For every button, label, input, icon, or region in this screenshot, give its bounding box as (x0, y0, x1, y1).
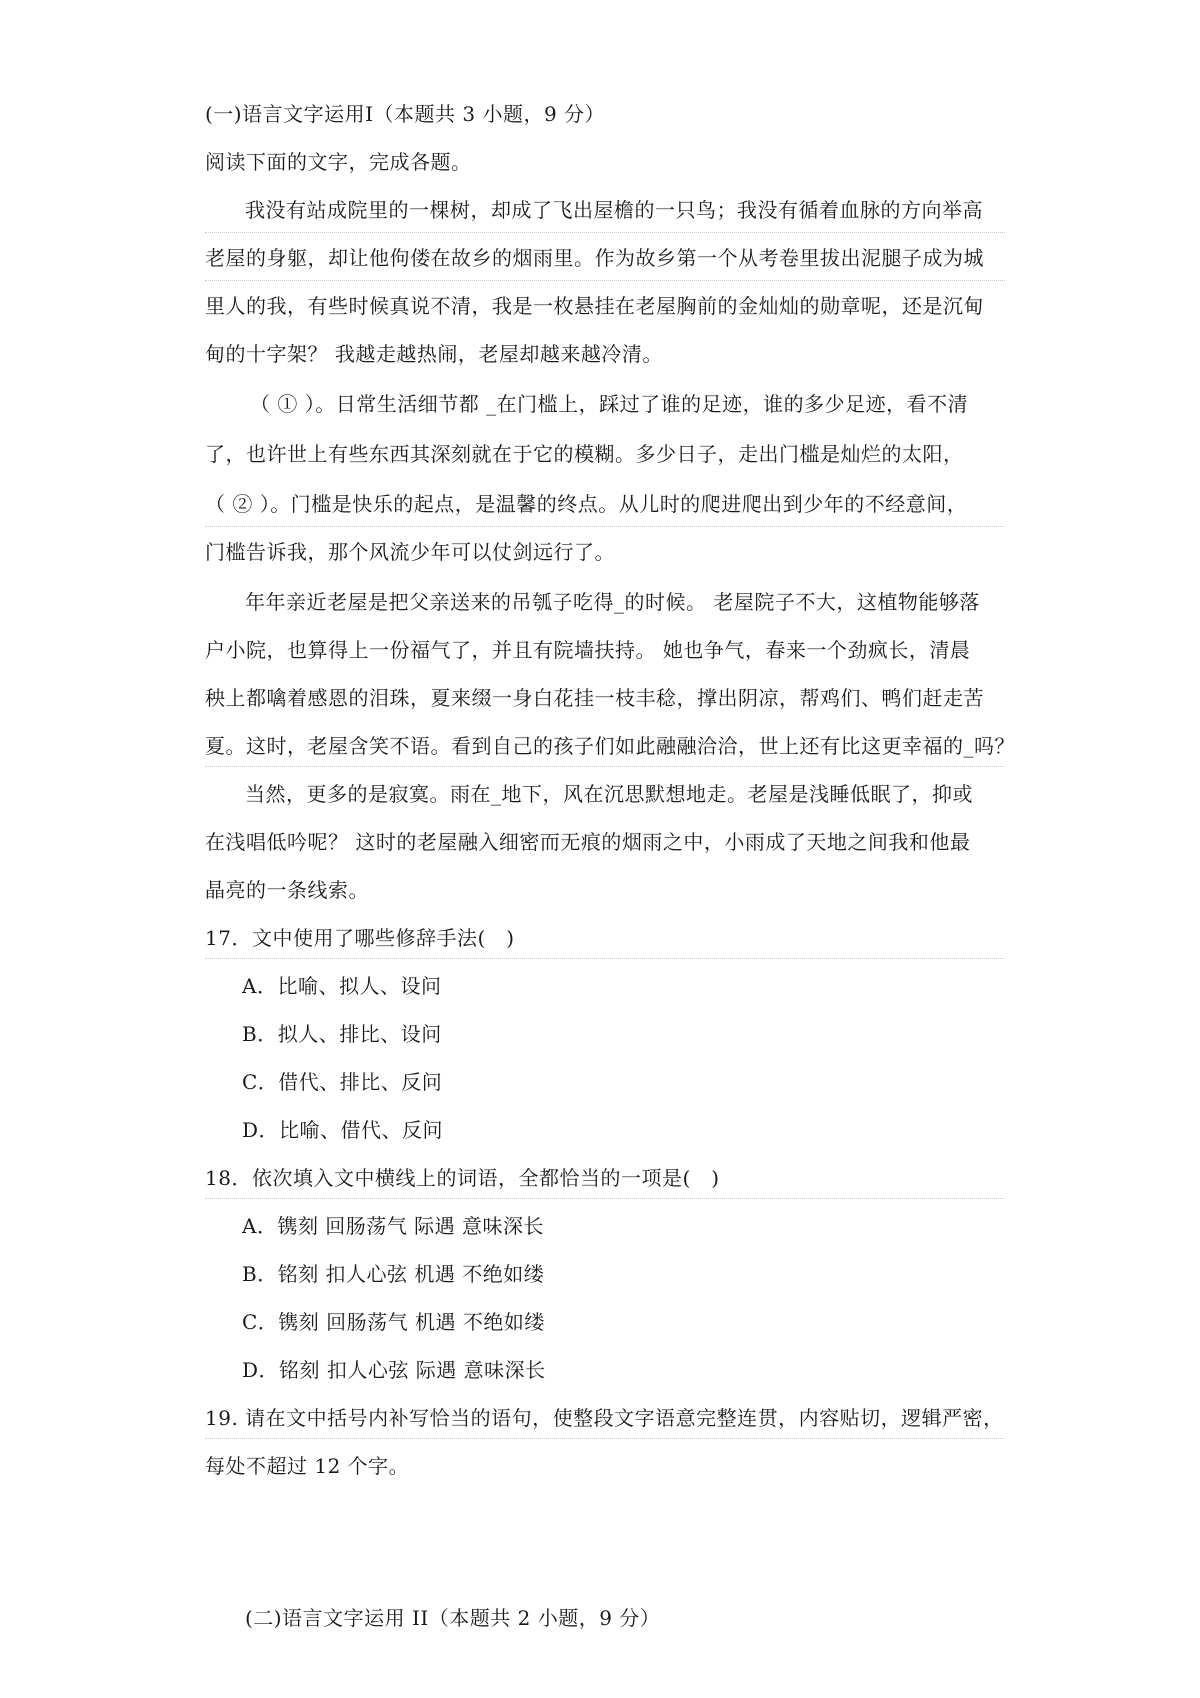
section-heading: (二)语言文字运用 II（本题共 2 小题，9 分） (245, 1606, 661, 1630)
question-17-option-c: C．借代、排比、反问 (242, 1070, 443, 1094)
question-18-option-b: B．铭刻 扣人心弦 机遇 不绝如缕 (242, 1262, 545, 1286)
passage-line: 门槛告诉我，那个风流少年可以仗剑远行了。 (205, 540, 615, 564)
passage-line: 年年亲近老屋是把父亲送来的吊瓠子吃得_的时候。 老屋院子不大，这植物能够落 (245, 590, 980, 614)
question-17-option-b: B．拟人、排比、设问 (242, 1022, 442, 1046)
question-17-option-d: D．比喻、借代、反问 (242, 1118, 444, 1142)
passage-line: 甸的十字架？ 我越走越热闹，老屋却越来越冷清。 (205, 342, 663, 366)
passage-line: 当然，更多的是寂寞。雨在_地下，风在沉思默想地走。老屋是浅睡低眠了，抑或 (245, 782, 973, 806)
passage-line: 在浅唱低吟呢？ 这时的老屋融入细密而无痕的烟雨之中，小雨成了天地之间我和他最 (205, 830, 971, 854)
dotted-rule (205, 526, 1005, 527)
question-18-option-d: D．铭刻 扣人心弦 际遇 意味深长 (242, 1358, 546, 1382)
dotted-rule (205, 1438, 1005, 1439)
question-17-option-a: A．比喻、拟人、设问 (242, 974, 442, 998)
passage-line: 户小院，也算得上一份福气了，并且有院墙扶持。 她也争气，春来一个劲疯长，清晨 (205, 638, 971, 662)
passage-line: 我没有站成院里的一棵树，却成了飞出屋檐的一只鸟；我没有循着血脉的方向举高 (245, 198, 983, 222)
passage-line: 夏。这时，老屋含笑不语。看到自己的孩子们如此融融洽洽，世上还有比这更幸福的_吗？ (205, 734, 1015, 758)
question-17-stem: 17．文中使用了哪些修辞手法( ) (205, 926, 515, 950)
instructions: 阅读下面的文字，完成各题。 (205, 150, 472, 174)
dotted-rule (205, 766, 1005, 767)
passage-line: 里人的我，有些时候真说不清，我是一枚悬挂在老屋胸前的金灿灿的勋章呢，还是沉甸 (205, 294, 984, 318)
question-19-stem: 19. 请在文中括号内补写恰当的语句，使整段文字语意完整连贯，内容贴切，逻辑严密， (205, 1406, 1004, 1430)
question-18-option-a: A．镌刻 回肠荡气 际遇 意味深长 (242, 1214, 545, 1238)
passage-line: 秧上都噙着感恩的泪珠，夏来缀一身白花挂一枝丰稔，撑出阴凉，帮鸡们、鸭们赶走苦 (205, 686, 984, 710)
dotted-rule (205, 958, 1005, 959)
dotted-rule (205, 1198, 1005, 1199)
passage-line: （ ② ）。门槛是快乐的起点，是温馨的终点。从儿时的爬进爬出到少年的不经意间， (205, 492, 968, 516)
passage-line: 了，也许世上有些东西其深刻就在于它的模糊。多少日子，走出门槛是灿烂的太阳， (205, 442, 964, 466)
question-18-stem: 18．依次填入文中横线上的词语，全都恰当的一项是( ) (205, 1166, 720, 1190)
passage-line: 晶亮的一条线索。 (205, 878, 369, 902)
section-heading: (一)语言文字运用Ⅰ（本题共 3 小题，9 分） (205, 102, 606, 126)
passage-line: （ ① ）。日常生活细节都 _在门槛上，踩过了谁的足迹，谁的多少足迹，看不清 (250, 392, 969, 416)
question-18-option-c: C．镌刻 回肠荡气 机遇 不绝如缕 (242, 1310, 545, 1334)
passage-line: 老屋的身躯，却让他佝偻在故乡的烟雨里。作为故乡第一个从考卷里拔出泥腿子成为城 (205, 246, 984, 270)
dotted-rule (205, 232, 1005, 233)
dotted-rule (205, 280, 1005, 281)
question-19-stem-continued: 每处不超过 12 个字。 (205, 1454, 410, 1478)
